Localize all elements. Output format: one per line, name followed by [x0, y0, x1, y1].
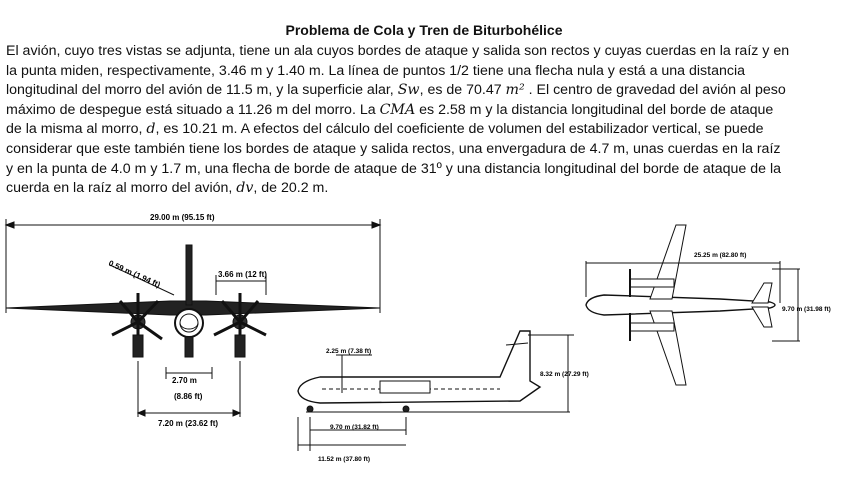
statement-line-3: longitudinal del morro del avión de 11.5 m, y la superficie alar, Sw, es de 70.47 m² . El centro de gravedad del avión al peso: [6, 82, 786, 99]
front-inner-track-m: 2.70 m: [172, 376, 197, 385]
top-view: [586, 225, 800, 385]
three-view-drawing: [0, 205, 848, 477]
statement-line-4: máximo de despegue está situado a 11.26 m del morro. La CMA es 2.58 m y la distancia longitudinal del borde de ataque: [6, 101, 774, 118]
front-clearance-label: 0.59 m (1.94 ft): [107, 258, 162, 290]
right-propeller: [214, 293, 266, 357]
statement-line-5: de la misma al morro, d, es 10.21 m. A efectos del cálculo del coeficiente de volumen del estabilizador vertical, se puede: [6, 121, 764, 138]
top-length-label: 25.25 m (82.80 ft): [694, 252, 747, 259]
side-wheelbase-label: 9.70 m (31.82 ft): [330, 424, 379, 431]
side-height-label: 8.32 m (27.29 ft): [540, 371, 589, 378]
mac-symbol: CMA: [379, 101, 416, 118]
area-unit: m²: [505, 82, 525, 99]
d-symbol: d: [146, 121, 156, 138]
statement-line-8: cuerda en la raíz al morro del avión, dv, de 20.2 m.: [6, 180, 329, 197]
problem-title: Problema de Cola y Tren de Biturbohélice: [285, 22, 563, 38]
statement-line-6: considerar que este también tiene los bordes de ataque y salida rectos, una envergadura de 4.7 m, unas cuerdas en la raíz: [6, 140, 781, 157]
front-span-label: 29.00 m (95.15 ft): [150, 213, 215, 222]
statement-line-1: El avión, cuyo tres vistas se adjunta, tiene un ala cuyos bordes de ataque y salida son rectos y cuyas cuerdas en la raíz y en: [6, 43, 790, 59]
top-tail-span-label: 9.70 m (31.98 ft): [782, 306, 831, 313]
wing-area-symbol: Sw: [397, 82, 420, 99]
side-door-height-label: 2.25 m (7.38 ft): [326, 348, 372, 355]
left-propeller: [112, 293, 162, 357]
front-inner-track-ft: (8.86 ft): [174, 392, 203, 401]
side-nose-main-label: 11.52 m (37.80 ft): [318, 456, 371, 463]
front-outer-track-label: 7.20 m (23.62 ft): [158, 419, 219, 428]
dv-symbol: dv: [236, 180, 254, 197]
statement-line-7: y en la punta de 4.0 m y 1.7 m, una flecha de borde de ataque de 31º y una distancia longitudinal del borde de ataque de la: [6, 160, 782, 177]
statement-line-2: la punta miden, respectivamente, 3.46 m y 1.40 m. La línea de puntos 1/2 tiene una flecha nula y está a una distancia: [6, 62, 746, 79]
front-prop-diameter-label: 3.66 m (12 ft): [218, 270, 267, 279]
problem-statement: [6, 42, 842, 199]
